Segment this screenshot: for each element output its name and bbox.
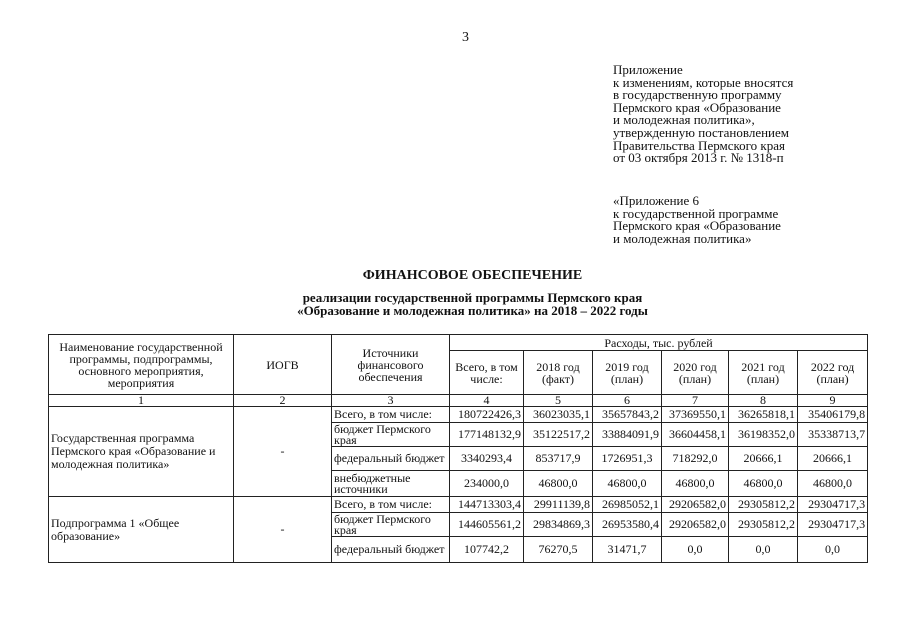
source-cell: Всего, в том числе: — [332, 497, 450, 513]
iogv-cell: - — [234, 497, 332, 563]
value-cell: 46800,0 — [593, 471, 662, 497]
appendix-line: Пермского края «Образование — [613, 99, 781, 115]
value-cell: 36604458,1 — [662, 423, 729, 447]
appendix-note — [613, 64, 793, 165]
value-cell: 3340293,4 — [450, 447, 524, 471]
col-number: 9 — [798, 395, 868, 407]
appendix-line: «Приложение 6 — [613, 193, 700, 208]
header-2021: 2021 год (план) — [729, 351, 798, 395]
col-number: 2 — [234, 395, 332, 407]
value-cell: 0,0 — [662, 537, 729, 563]
col-number: 3 — [332, 395, 450, 407]
value-cell: 46800,0 — [524, 471, 593, 497]
value-cell: 29304717,3 — [798, 497, 868, 513]
header-2018: 2018 год (факт) — [524, 351, 593, 395]
value-cell: 76270,5 — [524, 537, 593, 563]
appendix-line: в государственную программу — [613, 87, 782, 103]
value-cell: 0,0 — [798, 537, 868, 563]
value-cell: 234000,0 — [450, 471, 524, 497]
value-cell: 26985052,1 — [593, 497, 662, 513]
value-cell: 29834869,3 — [524, 513, 593, 537]
source-cell: Всего, в том числе: — [332, 407, 450, 423]
value-cell: 35122517,2 — [524, 423, 593, 447]
source-cell: бюджет Пермского края — [332, 513, 450, 537]
col-number: 5 — [524, 395, 593, 407]
appendix-line: утвержденную постановлением — [613, 124, 790, 140]
value-cell: 144605561,2 — [450, 513, 524, 537]
appendix-line: Пермского края «Образование — [613, 218, 781, 234]
appendix-line: от 03 октября 2013 г. № 1318-п — [613, 150, 784, 166]
value-cell: 33884091,9 — [593, 423, 662, 447]
appendix-line: к изменениям, которые вносятся — [613, 74, 794, 90]
appendix-line: Приложение — [613, 62, 683, 77]
appendix-line: и молодежная политика» — [613, 230, 752, 246]
header-sources: Источники финансового обеспечения — [332, 335, 450, 395]
value-cell: 718292,0 — [662, 447, 729, 471]
document-title: ФИНАНСОВОЕ ОБЕСПЕЧЕНИЕ — [362, 268, 583, 283]
subprogram-name: Подпрограмма 1 «Общее образование» — [49, 497, 234, 563]
value-cell: 46800,0 — [798, 471, 868, 497]
header-expenses: Расходы, тыс. рублей — [450, 335, 868, 351]
program-name: Государственная программа Пермского края «Образование и молодежная политика» — [49, 407, 234, 497]
value-cell: 853717,9 — [524, 447, 593, 471]
value-cell: 26953580,4 — [593, 513, 662, 537]
header-name: Наименование государственной программы, подпрограммы, основного мероприятия, мероприятия — [49, 335, 234, 395]
value-cell: 1726951,3 — [593, 447, 662, 471]
source-cell: федеральный бюджет — [332, 447, 450, 471]
header-2022: 2022 год (план) — [798, 351, 868, 395]
appendix-line: и молодежная политика», — [613, 112, 755, 128]
iogv-cell: - — [234, 407, 332, 497]
value-cell: 29206582,0 — [662, 497, 729, 513]
value-cell: 29206582,0 — [662, 513, 729, 537]
value-cell: 20666,1 — [798, 447, 868, 471]
value-cell: 0,0 — [729, 537, 798, 563]
col-number: 7 — [662, 395, 729, 407]
source-cell: федеральный бюджет — [332, 537, 450, 563]
value-cell: 35657843,2 — [593, 407, 662, 423]
value-cell: 107742,2 — [450, 537, 524, 563]
document-subtitle-line-2: «Образование и молодежная политика» на 2018 – 2022 годы — [297, 303, 648, 318]
col-number: 4 — [450, 395, 524, 407]
value-cell: 35338713,7 — [798, 423, 868, 447]
appendix-line: Правительства Пермского края — [613, 137, 785, 153]
header-2020: 2020 год (план) — [662, 351, 729, 395]
value-cell: 29304717,3 — [798, 513, 868, 537]
value-cell: 46800,0 — [729, 471, 798, 497]
source-cell: бюджет Пермского края — [332, 423, 450, 447]
source-cell: внебюджетные источники — [332, 471, 450, 497]
page-number: 3 — [462, 30, 469, 45]
value-cell: 36198352,0 — [729, 423, 798, 447]
value-cell: 29305812,2 — [729, 497, 798, 513]
value-cell: 36023035,1 — [524, 407, 593, 423]
col-number: 1 — [49, 395, 234, 407]
col-number: 6 — [593, 395, 662, 407]
header-total: Всего, в том числе: — [450, 351, 524, 395]
value-cell: 29911139,8 — [524, 497, 593, 513]
value-cell: 180722426,3 — [450, 407, 524, 423]
value-cell: 46800,0 — [662, 471, 729, 497]
document-subtitle-line-1: реализации государственной программы Пермского края — [302, 290, 643, 305]
col-number: 8 — [729, 395, 798, 407]
financing-table — [48, 334, 868, 563]
value-cell: 144713303,4 — [450, 497, 524, 513]
header-2019: 2019 год (план) — [593, 351, 662, 395]
value-cell: 31471,7 — [593, 537, 662, 563]
value-cell: 29305812,2 — [729, 513, 798, 537]
value-cell: 36265818,1 — [729, 407, 798, 423]
header-iogv: ИОГВ — [234, 335, 332, 395]
value-cell: 35406179,8 — [798, 407, 868, 423]
value-cell: 177148132,9 — [450, 423, 524, 447]
appendix-line: к государственной программе — [613, 205, 779, 221]
value-cell: 20666,1 — [729, 447, 798, 471]
value-cell: 37369550,1 — [662, 407, 729, 423]
appendix-6-note — [613, 195, 781, 245]
